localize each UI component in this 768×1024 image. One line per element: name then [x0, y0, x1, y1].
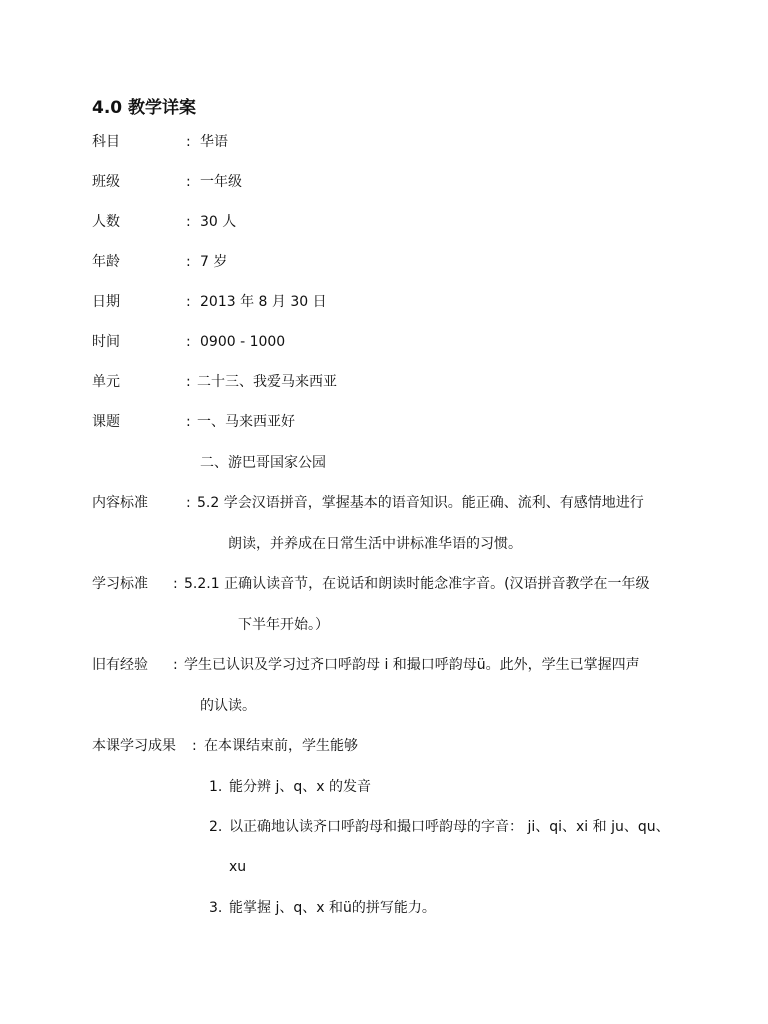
field-value: 一年级 — [200, 174, 242, 190]
list-item-number: 2. — [209, 819, 223, 835]
field-value: 一、马来西亚好 — [197, 414, 295, 430]
field-colon: : — [186, 134, 191, 150]
field-label: 课题 — [92, 414, 120, 430]
list-item-text: 能分辨 j、q、x 的发音 — [229, 779, 371, 795]
field-colon: : — [186, 214, 191, 230]
field-label: 时间 — [92, 334, 120, 350]
field-prior-experience-line2: 的认读。 — [200, 698, 256, 714]
field-value: 二十三、我爱马来西亚 — [197, 374, 337, 390]
field-colon: : — [186, 334, 191, 350]
field-label: 旧有经验 — [92, 657, 148, 673]
field-value: 5.2 学会汉语拼音，掌握基本的语音知识。能正确、流利、有感情地进行 — [197, 495, 644, 511]
field-topic-line2: 二、游巴哥国家公园 — [200, 455, 326, 471]
field-value: 5.2.1 正确认读音节，在说话和朗读时能念准字音。(汉语拼音教学在一年级 — [184, 576, 650, 592]
field-label: 科目 — [92, 134, 120, 150]
field-learning-standard-line2: 下半年开始。） — [238, 617, 329, 633]
field-colon: : — [173, 657, 178, 673]
field-value: 0900 - 1000 — [200, 334, 286, 350]
field-content-standard-line2: 朗读，并养成在日常生活中讲标准华语的习惯。 — [228, 536, 522, 552]
field-colon: : — [186, 495, 191, 511]
field-label: 日期 — [92, 294, 120, 310]
field-value: 华语 — [200, 134, 228, 150]
field-label: 单元 — [92, 374, 120, 390]
list-item-text: 以正确地认读齐口呼韵母和撮口呼韵母的字音： ji、qi、xi 和 ju、qu、 — [229, 819, 670, 835]
field-colon: : — [186, 294, 191, 310]
field-colon: : — [173, 576, 178, 592]
field-label: 人数 — [92, 214, 120, 230]
list-item — [209, 897, 436, 919]
field-colon: : — [186, 374, 191, 390]
field-label: 班级 — [92, 174, 120, 190]
field-value: 2013 年 8 月 30 日 — [200, 294, 327, 310]
field-colon: : — [186, 414, 191, 430]
field-value: 30 人 — [200, 214, 237, 230]
page-title: 4.0 教学详案 — [92, 98, 197, 118]
list-item-number: 3. — [209, 900, 223, 916]
field-value: 7 岁 — [200, 254, 228, 270]
field-label: 学习标准 — [92, 576, 148, 592]
field-colon: : — [186, 254, 191, 270]
field-label: 内容标准 — [92, 495, 148, 511]
list-item-number: 1. — [209, 779, 223, 795]
field-colon: : — [192, 738, 197, 754]
field-value: 学生已认识及学习过齐口呼韵母 i 和撮口呼韵母ü。此外，学生已掌握四声 — [184, 657, 640, 673]
list-item-continuation: xu — [229, 859, 247, 875]
field-label: 年龄 — [92, 254, 120, 270]
field-value: 在本课结束前，学生能够 — [204, 738, 358, 754]
field-colon: : — [186, 174, 191, 190]
list-item — [209, 816, 670, 838]
list-item-text: 能掌握 j、q、x 和ü的拼写能力。 — [229, 900, 436, 916]
list-item — [209, 776, 371, 798]
field-label: 本课学习成果 — [92, 738, 176, 754]
